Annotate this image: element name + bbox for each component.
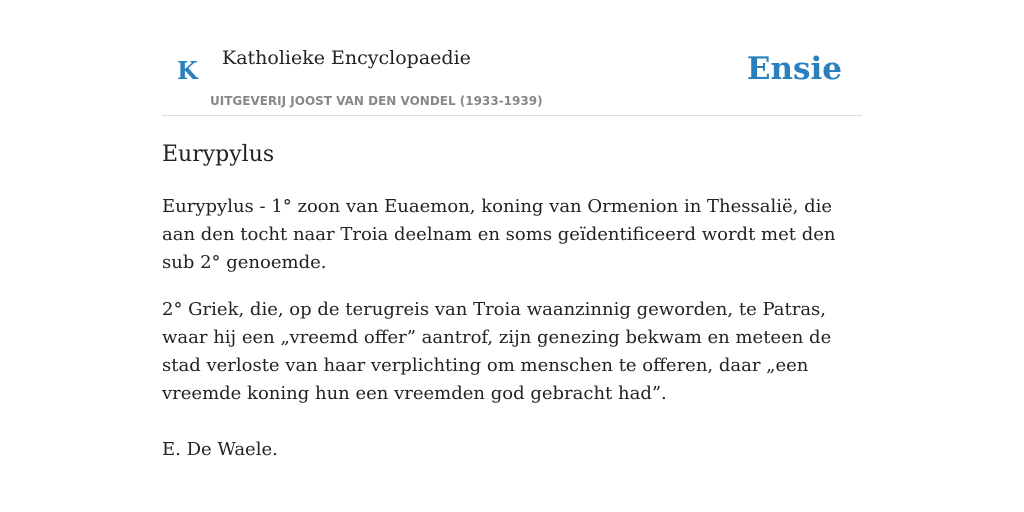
site-title[interactable]: Katholieke Encyclopaedie xyxy=(222,47,471,69)
site-logo[interactable]: K xyxy=(177,56,198,85)
brand-logo[interactable]: Ensie xyxy=(746,51,842,87)
article-author: E. De Waele. xyxy=(162,439,278,460)
site-header xyxy=(162,38,862,116)
article-paragraph: Eurypylus - 1° zoon van Euaemon, koning van Ormenion in Thessalië, die aan den tocht naar Troia deelnam en soms geïdentificeerd wordt met den sub 2° genoemde. xyxy=(162,196,836,273)
site-subtitle: UITGEVERIJ JOOST VAN DEN VONDEL (1933-1939) xyxy=(210,94,543,108)
article-paragraph: 2° Griek, die, op de terugreis van Troia waanzinnig geworden, te Patras, waar hij een „vreemd offer” aantrof, zijn genezing bekwam en meteen de stad verloste van haar verplichting om menschen te offeren, daar „een vreemde koning hun een vreemden god gebracht had”. xyxy=(162,299,832,404)
article-title: Eurypylus xyxy=(162,142,275,167)
article xyxy=(162,139,862,483)
